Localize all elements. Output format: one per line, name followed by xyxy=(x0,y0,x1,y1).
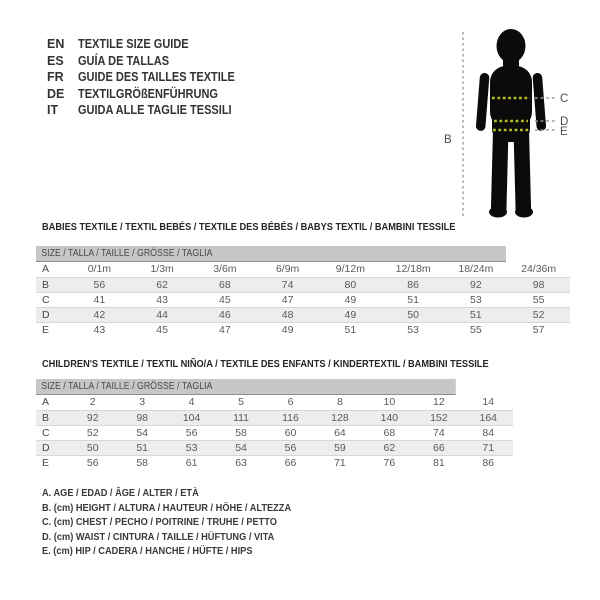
table-row xyxy=(36,455,513,470)
measurement-legend xyxy=(42,486,325,559)
table-cell: 71 xyxy=(334,457,346,469)
table-cell: 51 xyxy=(470,309,482,321)
table-cell: 49 xyxy=(344,309,357,321)
table-cell: 64 xyxy=(334,427,346,439)
table-cell: 2 xyxy=(89,396,96,408)
table-cell: 45 xyxy=(156,324,168,336)
table-cell: 68 xyxy=(383,427,396,439)
table-row xyxy=(36,262,570,277)
table-cell: 152 xyxy=(430,412,448,424)
table-cell: 49 xyxy=(344,294,357,306)
children-table-rows xyxy=(36,395,513,470)
table-cell: 18/24m xyxy=(458,263,494,275)
row-label: E xyxy=(42,324,50,336)
size-header-band: SIZE / TALLA / TAILLE / GRÖSSE / TAGLIA xyxy=(36,379,456,395)
table-cell: 55 xyxy=(470,324,482,336)
table-cell: 86 xyxy=(407,279,419,291)
table-row xyxy=(36,292,570,307)
language-row xyxy=(47,36,256,53)
guide-title: TEXTILE SIZE GUIDE xyxy=(78,37,189,52)
table-cell: 53 xyxy=(185,442,198,454)
babies-size-table xyxy=(36,246,570,337)
table-cell: 54 xyxy=(235,442,247,454)
table-cell: 14 xyxy=(482,396,495,408)
table-cell: 56 xyxy=(284,442,297,454)
guide-title: TEXTILGRÖßENFÜHRUNG xyxy=(78,86,218,101)
table-cell: 63 xyxy=(235,457,247,469)
table-cell: 68 xyxy=(219,279,231,291)
babies-section-title: BABIES TEXTILE / TEXTIL BEBÉS / TEXTILE DES BÉBÉS / BABYS TEXTIL / BAMBINI TESSILE xyxy=(42,221,456,233)
legend-item: B. (cm) HEIGHT / ALTURA / HAUTEUR / HÖHE / ALTEZZA xyxy=(42,501,292,514)
table-cell: 42 xyxy=(93,309,106,321)
table-cell: 53 xyxy=(470,294,482,306)
table-cell: 45 xyxy=(219,294,231,306)
table-cell: 9/12m xyxy=(335,263,365,275)
table-cell: 5 xyxy=(238,396,244,408)
row-values xyxy=(68,278,570,292)
language-row xyxy=(47,69,256,86)
table-cell: 47 xyxy=(281,294,294,306)
table-cell: 3/6m xyxy=(213,263,237,275)
table-cell: 56 xyxy=(93,279,106,291)
row-label: A xyxy=(42,263,50,275)
row-label: D xyxy=(42,442,50,454)
language-row xyxy=(47,53,256,70)
row-values xyxy=(68,426,513,440)
row-label: A xyxy=(42,396,50,408)
table-cell: 164 xyxy=(479,412,498,424)
babies-table-rows xyxy=(36,262,570,337)
table-cell: 1/3m xyxy=(150,263,174,275)
table-cell: 56 xyxy=(86,457,99,469)
table-cell: 3 xyxy=(139,396,146,408)
table-cell: 46 xyxy=(219,309,231,321)
guide-title: GUIDE DES TAILLES TEXTILE xyxy=(78,70,235,85)
table-cell: 56 xyxy=(185,427,198,439)
row-values xyxy=(68,262,570,277)
row-values xyxy=(68,293,570,307)
table-cell: 71 xyxy=(482,442,495,454)
table-row xyxy=(36,395,513,410)
row-label: C xyxy=(42,427,50,439)
table-cell: 57 xyxy=(532,324,545,336)
row-values xyxy=(68,395,513,410)
table-cell: 50 xyxy=(407,309,419,321)
table-cell: 12 xyxy=(432,396,445,408)
legend-item: C. (cm) CHEST / PECHO / POITRINE / TRUHE / PETTO xyxy=(42,516,277,528)
table-row xyxy=(36,440,513,455)
table-cell: 81 xyxy=(432,457,445,469)
table-cell: 47 xyxy=(219,324,231,336)
table-cell: 84 xyxy=(482,427,495,439)
table-row xyxy=(36,277,570,292)
table-cell: 140 xyxy=(380,412,399,424)
table-cell: 116 xyxy=(282,412,299,424)
table-cell: 128 xyxy=(331,412,349,424)
table-cell: 43 xyxy=(93,324,106,336)
table-cell: 8 xyxy=(337,396,343,408)
legend-item: A. AGE / EDAD / ÂGE / ALTER / ETÀ xyxy=(42,487,199,499)
table-cell: 60 xyxy=(284,427,297,439)
children-size-table xyxy=(36,379,513,470)
row-values xyxy=(68,456,513,470)
row-values xyxy=(68,441,513,455)
table-cell: 92 xyxy=(470,279,482,291)
table-cell: 6/9m xyxy=(275,263,300,275)
chest-label: C xyxy=(560,93,569,105)
table-cell: 98 xyxy=(532,279,545,291)
table-cell: 58 xyxy=(136,457,148,469)
table-cell: 10 xyxy=(383,396,396,408)
children-section-title: CHILDREN'S TEXTILE / TEXTIL NIÑO/A / TEXTILE DES ENFANTS / KINDERTEXTIL / BAMBINI TESSILE xyxy=(42,358,489,370)
guide-title: GUIDA ALLE TAGLIE TESSILI xyxy=(78,103,232,118)
table-cell: 86 xyxy=(482,457,495,469)
table-row xyxy=(36,425,513,440)
language-code: DE xyxy=(47,86,65,101)
table-cell: 50 xyxy=(86,442,99,454)
height-label: B xyxy=(444,134,452,146)
table-cell: 98 xyxy=(136,412,148,424)
table-cell: 55 xyxy=(532,294,545,306)
language-row xyxy=(47,102,256,119)
table-cell: 104 xyxy=(182,412,201,424)
table-cell: 76 xyxy=(383,457,396,469)
table-cell: 43 xyxy=(156,294,168,306)
row-values xyxy=(68,411,513,425)
table-row xyxy=(36,410,513,425)
table-cell: 58 xyxy=(235,427,247,439)
table-cell: 74 xyxy=(281,279,294,291)
table-cell: 52 xyxy=(86,427,99,439)
row-label: B xyxy=(42,279,50,291)
table-cell: 51 xyxy=(407,294,419,306)
table-cell: 52 xyxy=(532,309,545,321)
language-code: FR xyxy=(47,70,64,85)
table-cell: 66 xyxy=(284,457,297,469)
table-cell: 48 xyxy=(281,309,294,321)
row-values xyxy=(68,308,570,322)
legend-item: E. (cm) HIP / CADERA / HANCHE / HÜFTE / HIPS xyxy=(42,545,253,557)
language-code: IT xyxy=(47,103,59,118)
table-cell: 59 xyxy=(334,442,346,454)
table-cell: 92 xyxy=(86,412,99,424)
row-values xyxy=(68,323,570,337)
table-cell: 41 xyxy=(93,294,106,306)
language-code: ES xyxy=(47,53,64,68)
hip-label: E xyxy=(560,126,568,138)
table-cell: 44 xyxy=(156,309,168,321)
table-cell: 54 xyxy=(136,427,148,439)
table-cell: 66 xyxy=(432,442,445,454)
row-label: D xyxy=(42,309,50,321)
table-row xyxy=(36,322,570,337)
table-cell: 12/18m xyxy=(395,263,431,275)
language-title-block xyxy=(47,36,256,119)
child-silhouette-icon xyxy=(476,29,547,218)
table-cell: 51 xyxy=(136,442,148,454)
table-cell: 62 xyxy=(383,442,396,454)
row-label: C xyxy=(42,294,50,306)
row-label: E xyxy=(42,457,50,469)
table-row xyxy=(36,307,570,322)
table-cell: 61 xyxy=(185,457,198,469)
table-cell: 74 xyxy=(432,427,445,439)
table-cell: 49 xyxy=(281,324,294,336)
table-cell: 0/1m xyxy=(87,263,112,275)
measurement-figure xyxy=(428,10,598,222)
table-cell: 80 xyxy=(344,279,357,291)
table-cell: 62 xyxy=(156,279,168,291)
size-header-band: SIZE / TALLA / TAILLE / GRÖSSE / TAGLIA xyxy=(36,246,506,262)
row-label: B xyxy=(42,412,50,424)
waist-label: D xyxy=(560,116,569,128)
legend-item: D. (cm) WAIST / CINTURA / TAILLE / HÜFTUNG / VITA xyxy=(42,530,275,543)
table-cell: 111 xyxy=(233,412,250,424)
table-cell: 51 xyxy=(344,324,357,336)
table-cell: 53 xyxy=(407,324,419,336)
language-code: EN xyxy=(47,37,65,52)
table-cell: 24/36m xyxy=(521,263,557,275)
guide-title: GUÍA DE TALLAS xyxy=(78,53,170,68)
table-cell: 6 xyxy=(287,396,294,408)
table-cell: 4 xyxy=(188,396,195,408)
language-row xyxy=(47,86,256,103)
